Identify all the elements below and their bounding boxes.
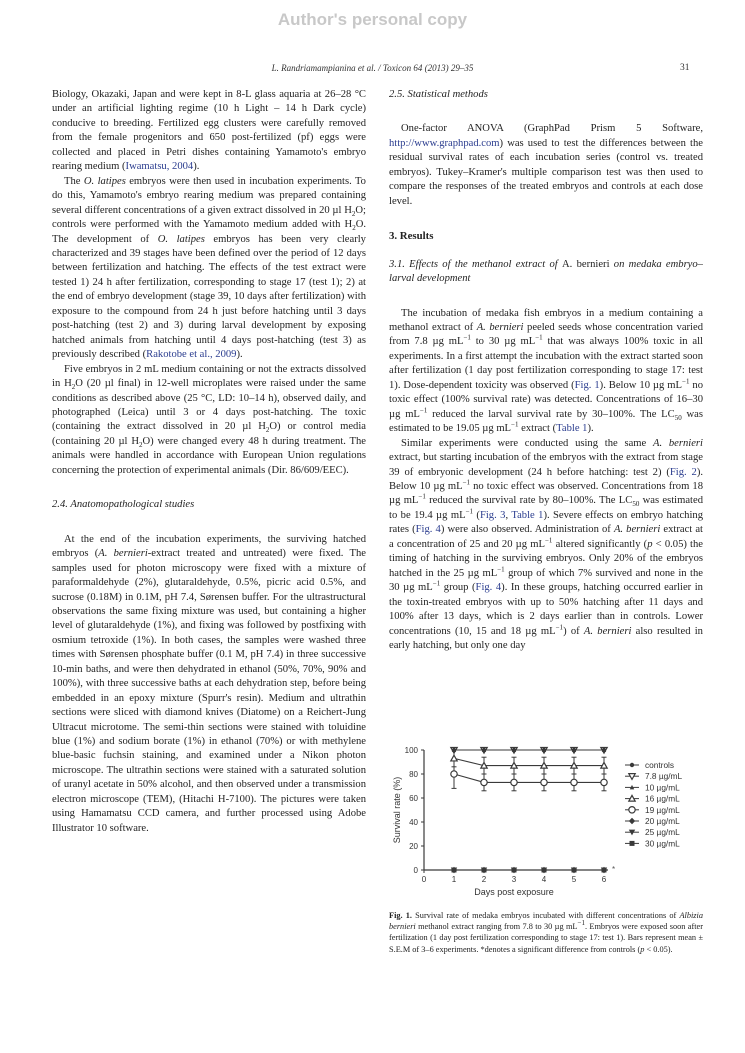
paragraph xyxy=(52,88,366,175)
x-tick-label: 2 xyxy=(481,875,487,884)
url-link[interactable]: http://www.graphpad.com xyxy=(389,137,500,149)
legend-marker xyxy=(630,841,635,846)
text: Similar experiments were conducted using the same xyxy=(401,437,653,449)
text: no toxic effect was observed. Concentrations from 18 µg mL xyxy=(389,480,703,507)
figure-link[interactable]: Fig. 1 xyxy=(574,379,600,391)
series-line xyxy=(454,758,604,765)
figure-link[interactable]: Fig. 2 xyxy=(669,466,697,478)
paragraph xyxy=(389,122,703,209)
table-link[interactable]: Table 1 xyxy=(511,509,544,521)
x-tick-label: 1 xyxy=(451,875,457,884)
subscript: 2 xyxy=(351,209,356,218)
superscript: −1 xyxy=(511,420,519,429)
paragraph xyxy=(52,363,366,479)
legend-label: 10 µg/mL xyxy=(645,782,680,793)
text: ( xyxy=(473,509,480,521)
legend-marker xyxy=(629,818,635,824)
text: altered significantly ( xyxy=(552,538,648,550)
text: reduced the larval survival rate by 30–100%. The LC xyxy=(427,408,675,420)
text: ) of xyxy=(563,625,584,637)
right-column xyxy=(389,88,703,653)
text: Biology, Okazaki, Japan and were kept in 8-L glass aquaria at 26–28 °C under an artificial lighting regime (10 h Light – 14 h Dark cycle) conducive to breeding. Fertilized egg clusters were carefully removed from the female progenitors and 650 post-fertilized (pf) eggs were collected and placed in Petri dishes containing Yamamoto's embryo rearing medium ( xyxy=(52,89,366,173)
x-tick-label: 0 xyxy=(421,875,427,884)
species-name: A. bernieri xyxy=(98,548,148,560)
text: extract, but starting incubation of the embryos with the extract from stage 39 of embryonic development (24 h before hatching: test 2) ( xyxy=(389,452,703,478)
text: no toxic effect (100% survival rate) was detected. Concentrations of 16–30 µg mL xyxy=(389,379,703,420)
text: O; controls were performed with the Yamamoto medium added with H xyxy=(52,204,366,231)
page-number: 31 xyxy=(680,63,690,73)
survival-rate-chart xyxy=(385,740,715,905)
x-tick-label: 5 xyxy=(571,875,577,884)
p-value-symbol: p xyxy=(640,944,645,954)
data-point xyxy=(482,748,486,752)
table-link[interactable]: Table 1 xyxy=(556,423,588,435)
superscript: −1 xyxy=(419,406,428,415)
text: ). In these groups, hatching occurred earlier in the toxin-treated embryos with up to 50% hatching after 11 days and 100% after 13 days, which is 2 days earlier than in controls. Lower concentrations (10, 15 and 18 µg mL xyxy=(389,582,703,637)
text: At the end of the incubation experiments, the surviving hatched embryos ( xyxy=(52,533,366,560)
text: extract at a concentration of 25 and 20 µg mL xyxy=(389,524,703,550)
subscript: 2 xyxy=(265,426,270,435)
data-point xyxy=(601,779,607,785)
citation-link[interactable]: Rakotobe et al., 2009 xyxy=(146,349,237,361)
paragraph xyxy=(389,307,703,437)
text: methanol extract ranging from 7.8 to 30 µg mL xyxy=(415,922,578,932)
superscript: −1 xyxy=(418,492,426,501)
left-column xyxy=(52,88,366,836)
text: . Embryos were exposed soon after fertilization (1 day post fertilization corresponding to stage 17: test 1). Bars represent mean ± S.E.M of 3–6 experiments. *denotes a significant difference from controls ( xyxy=(389,922,704,954)
superscript: −1 xyxy=(463,333,471,342)
text: to 30 µg mL xyxy=(470,336,536,348)
subscript: 50 xyxy=(674,413,682,422)
species-name: A. bernieri xyxy=(583,625,632,637)
subscript: 2 xyxy=(352,224,356,233)
species-name: A. bernieri xyxy=(561,258,610,270)
data-point xyxy=(511,779,517,785)
text: Five embryos in 2 mL medium containing or not the extracts dissolved in H xyxy=(52,363,366,390)
legend-label: 25 µg/mL xyxy=(645,827,680,838)
paragraph xyxy=(52,175,366,363)
subscript: 2 xyxy=(138,440,143,449)
text: O) were changed every 48 h during treatment. The animals were handled in accordance with European Union regulations concerning the protection of experimental animals (Dir. 86/609/EEC). xyxy=(52,435,366,476)
subscript: 2 xyxy=(71,383,76,392)
text: O (20 µl final) in 12-well microplates were raised under the same conditions as described above (25 °C, LD: 10–14 h), observed daily, and photographed (Leica) until 3 or 4 days post-hatching. The toxic (containing the extract dissolved in 20 µl H xyxy=(52,378,366,433)
caption-label: Fig. 1. xyxy=(389,911,412,920)
figure-link[interactable]: Fig. 4 xyxy=(475,582,502,594)
legend-label: 19 µg/mL xyxy=(645,804,680,815)
legend-label: controls xyxy=(645,760,675,770)
text: The xyxy=(64,175,84,187)
y-axis-label: Survival rate (%) xyxy=(392,776,402,844)
data-point xyxy=(541,779,547,785)
legend-label: 30 µg/mL xyxy=(645,838,680,849)
text: peeled seeds whose concentration varied from 7.8 µg mL xyxy=(389,321,703,348)
superscript: −1 xyxy=(682,377,690,386)
data-point xyxy=(481,779,487,785)
superscript: −1 xyxy=(465,507,474,516)
legend-marker xyxy=(629,795,635,801)
data-point xyxy=(541,762,547,768)
species-name: A. bernieri xyxy=(613,524,661,536)
text: , xyxy=(505,509,512,521)
data-point xyxy=(451,771,457,777)
species-name: O. latipes xyxy=(83,175,126,187)
data-point xyxy=(602,748,606,752)
text: ) were also observed. Administration of xyxy=(440,524,614,536)
data-point xyxy=(601,762,607,768)
x-tick-label: 6 xyxy=(601,875,607,884)
text: 3.1. Effects of the methanol extract of xyxy=(389,258,562,270)
superscript: −1 xyxy=(462,478,471,487)
text: group ( xyxy=(440,582,476,594)
section-heading-2-5: 2.5. Statistical methods xyxy=(389,89,488,100)
text: ). xyxy=(193,161,200,173)
species-name: A. bernieri xyxy=(476,321,524,333)
figure-link[interactable]: Fig. 3 xyxy=(479,509,506,521)
superscript: −1 xyxy=(544,536,553,545)
text: embryos were then used in incubation experiments. To do this, Yamamoto's embryo rearing medium was prepared containing several different concentrations of a given extract dissolved in 20 µl H xyxy=(52,175,366,216)
text: O) or control media (containing 20 µl H xyxy=(52,421,366,447)
data-point xyxy=(571,779,577,785)
legend-marker xyxy=(629,774,635,780)
text: Survival rate of medaka embryos incubated with different concentrations of xyxy=(412,911,680,920)
series-line xyxy=(454,774,604,782)
significance-asterisk: * xyxy=(612,865,616,874)
section-heading-3-1 xyxy=(389,258,703,287)
data-point xyxy=(542,748,546,752)
superscript: −1 xyxy=(497,565,505,574)
section-heading-3: 3. Results xyxy=(389,230,434,243)
superscript: −1 xyxy=(535,333,543,342)
data-point xyxy=(452,748,456,752)
y-tick-label: 80 xyxy=(409,770,418,779)
section-heading-2-4: 2.4. Anatomopathological studies xyxy=(52,499,195,511)
data-point xyxy=(511,762,517,768)
superscript: −1 xyxy=(432,579,441,588)
text: extract ( xyxy=(518,423,557,435)
superscript: −1 xyxy=(555,622,564,631)
text: ). Severe effects on embryo hatching rates ( xyxy=(389,509,703,536)
text: also resulted in early hatching, but only one day xyxy=(389,625,703,651)
text: ). xyxy=(587,423,594,435)
data-point xyxy=(451,755,457,761)
legend-marker xyxy=(630,763,634,767)
text: The incubation of medaka fish embryos in a medium containing a methanol extract of xyxy=(389,307,703,333)
data-point xyxy=(512,748,516,752)
data-point xyxy=(571,762,577,768)
figure-link[interactable]: Fig. 4 xyxy=(415,524,441,536)
text: was estimated to be 19.4 µg mL xyxy=(389,495,703,521)
x-tick-label: 4 xyxy=(541,875,547,884)
text: -extract treated and untreated) were fixed. The samples used for photon microscopy were fixed with a mixture of paraformaldehyde (2%), glutaraldehyde, 0.5%, picric acid 0.5%, and sucrose (0.18M) in 0.1M, pH 7.4, Sørensen buffer. For the ultrastructural observations the same fixing mixture was used, but containing a higher level of glutaraldehyde (1%), and fixing was followed by postfixing with osmium tetroxide (1%). In both cases, the samples were washed three times with Sørensen phosphate buffer (0.1 M, pH 7.4) in three successive 10-min baths, and were then dehydrated in ethanol (50%, 70%, 90% and 100%), with three successive baths at each dehydration step, before being embedded in an epoxy mixture (Spurr's resin). Medium and ultrathin sections were sliced with diamond knives (Diatome) on a Reichert-Jung Ultracut microtome. The semi-thin sections were stained with toluidine blue (1%) and sodium borate (1%) in ethanol (70%) or with methylene blue-basic fuchsin staining, and examined under a Nikon photon microscope. The ultrathin sections were stained with a saturated solution of uranyl acetate in 50% alcohol, and then observed under a transmission electron microscope (TEM), (Hitachi H-7100). The pictures were taken using Hamamatsu CCD camera, and further processed using Adobe Illustrator 10 software. xyxy=(52,548,366,834)
text: O. The development of xyxy=(52,219,366,245)
watermark: Author's personal copy xyxy=(277,10,468,29)
superscript: −1 xyxy=(577,919,585,928)
y-tick-label: 60 xyxy=(409,794,418,803)
text: was estimated to be 19.05 µg mL xyxy=(389,408,704,435)
legend-marker xyxy=(629,807,635,813)
text: ). xyxy=(236,349,243,361)
running-head: L. Randriamampianina et al. / Toxicon 64 (2013) 29–35 xyxy=(271,63,474,73)
paragraph xyxy=(52,533,366,837)
text: ) was used to test the differences between the residual survival rates of each incubation series (control vs. treated embryos). Tukey–Kramer's multiple comparison test was then used to compare the responses of the treated embryos and controls at each dose level. xyxy=(389,137,703,207)
species-name: Albizia bernieri xyxy=(389,911,703,932)
data-point xyxy=(481,762,487,768)
legend-label: 20 µg/mL xyxy=(645,816,680,826)
text: on medaka embryo–larval development xyxy=(389,258,703,285)
p-value-symbol: p xyxy=(647,538,653,550)
text: that was always 100% toxic in all experiments. In a first attempt the incubation with the extract started soon after fertilization (1 day post fertilization corresponding to stage 17: test 1). Dose-dependent toxicity was observed ( xyxy=(389,336,703,391)
text: group of which 7% survived and none in the 30 µg mL xyxy=(389,567,703,594)
subscript: 50 xyxy=(632,500,640,509)
paragraph xyxy=(389,437,703,654)
text: < 0.05). xyxy=(644,944,673,954)
legend-label: 16 µg/mL xyxy=(645,793,680,804)
figure-caption xyxy=(389,910,703,955)
species-name: A. bernieri xyxy=(652,437,703,449)
citation-link[interactable]: Iwamatsu, 2004 xyxy=(125,161,194,173)
text: embryos has been very clearly characterized and 39 stages have been defined over the period of 12 days between fertilization and hatching. The effects of the test extract were tested 1) 24 h after fertilization, corresponding to stage 17 (test 1); 2) at the end of embryo development (stage 39, 10 days after fertilization) with exposure to the compound from 24 h just before hatching until 3 days post-hatching (test 2) and 3) during larval development by exposing hatched animals from hatching until 4 days post-hatching (test 3) as previously described ( xyxy=(52,233,366,361)
y-tick-label: 100 xyxy=(404,746,418,755)
y-tick-label: 0 xyxy=(413,866,418,875)
figure-1 xyxy=(385,740,715,905)
y-tick-label: 40 xyxy=(409,818,418,827)
x-tick-label: 3 xyxy=(511,875,517,884)
text: < 0.05) the timing of hatching in the surviving embryos. Only 20% of the embryos hatched in the 25 µg mL xyxy=(389,538,704,579)
x-axis-label: Days post exposure xyxy=(474,887,554,897)
legend-label: 7.8 µg/mL xyxy=(645,771,683,782)
text: reduced the survival rate by 80–100%. The LC xyxy=(425,495,633,507)
species-name: O. latipes xyxy=(157,233,205,245)
text: ). Below 10 µg mL xyxy=(389,466,703,492)
y-tick-label: 20 xyxy=(409,842,418,851)
text: One-factor ANOVA (GraphPad Prism 5 Software, xyxy=(401,123,703,135)
text: ). Below 10 µg mL xyxy=(599,379,682,391)
data-point xyxy=(572,748,576,752)
